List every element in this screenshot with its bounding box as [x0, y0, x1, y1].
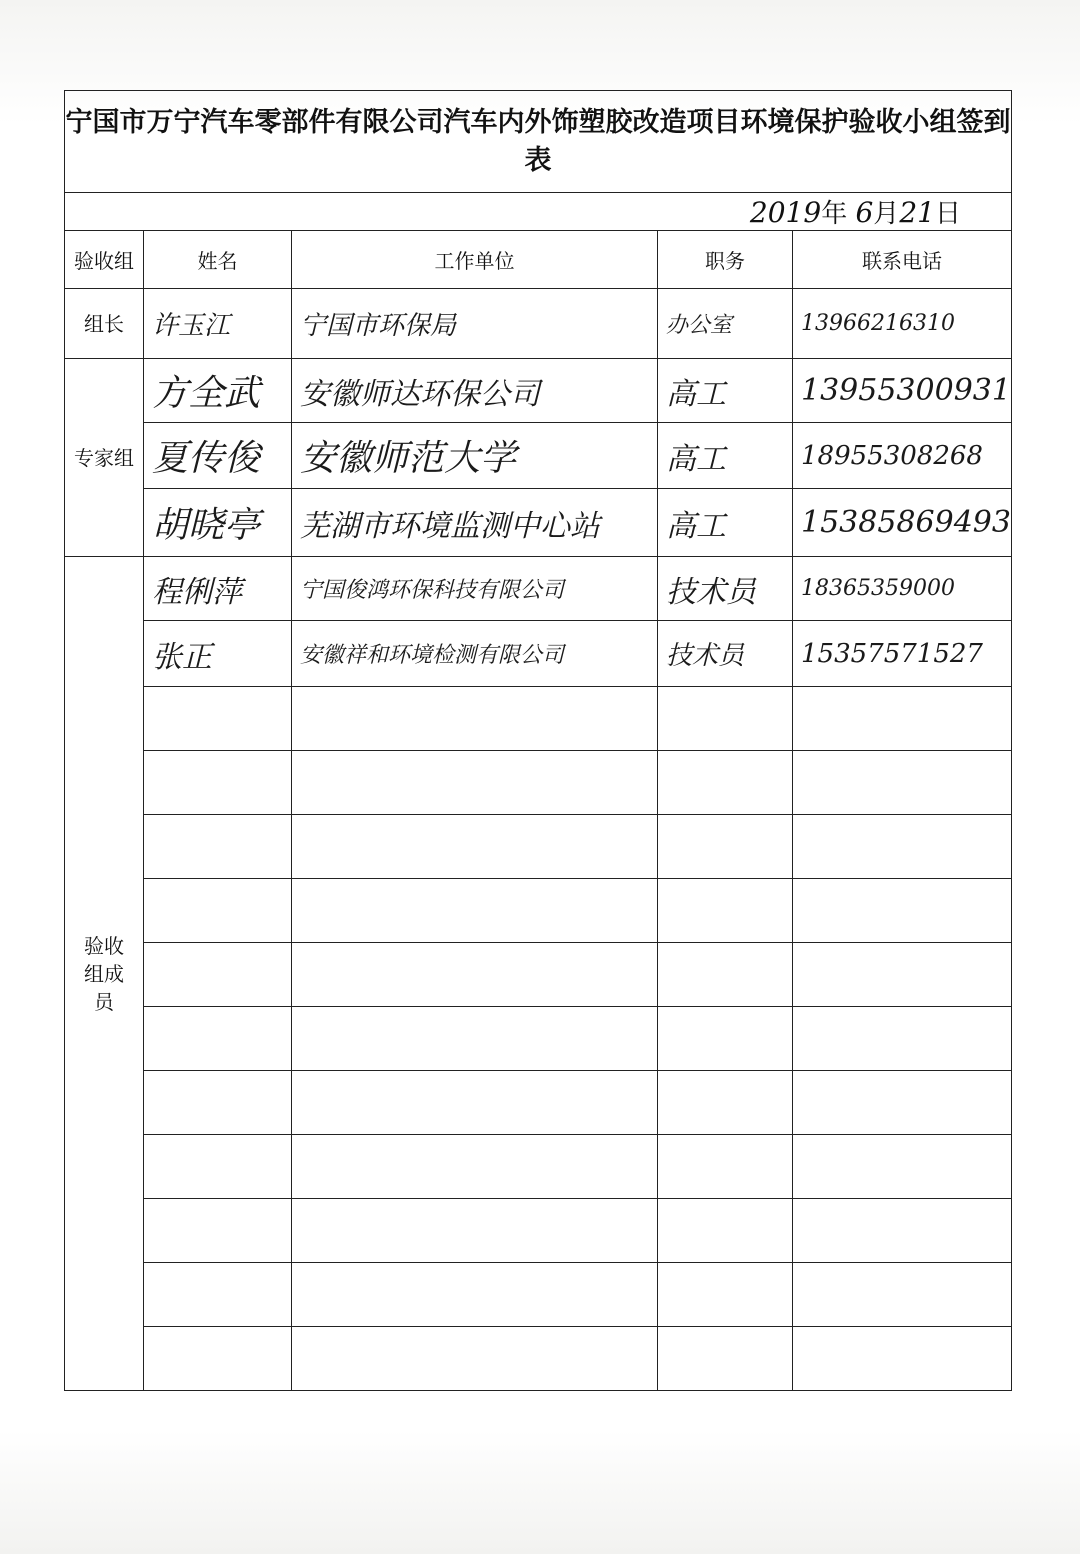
member-2-phone: 15357571527 [793, 621, 1012, 687]
group-leader-label: 组长 [65, 289, 144, 359]
empty-cell [292, 1135, 658, 1199]
leader-phone: 13966216310 [793, 289, 1012, 359]
header-unit: 工作单位 [292, 231, 658, 289]
empty-cell [793, 1007, 1012, 1071]
expert-1-phone: 13955300931 [793, 359, 1012, 423]
empty-cell [793, 1135, 1012, 1199]
date-month: 6 [855, 196, 874, 229]
empty-cell [658, 1007, 793, 1071]
empty-cell [292, 879, 658, 943]
empty-cell [144, 1327, 292, 1391]
table-row [65, 489, 1012, 557]
table-row-empty [65, 1263, 1012, 1327]
empty-cell [144, 943, 292, 1007]
expert-2-phone: 18955308268 [793, 423, 1012, 489]
empty-cell [292, 687, 658, 751]
empty-cell [144, 687, 292, 751]
empty-cell [793, 1327, 1012, 1391]
empty-cell [658, 1071, 793, 1135]
header-group: 验收组 [65, 231, 144, 289]
empty-cell [292, 751, 658, 815]
empty-cell [793, 879, 1012, 943]
table-row-empty [65, 1007, 1012, 1071]
date-year-suffix: 年 [821, 199, 848, 229]
empty-cell [658, 687, 793, 751]
sign-date [65, 193, 1012, 231]
table-row-empty [65, 687, 1012, 751]
empty-cell [292, 1263, 658, 1327]
group-expert-label: 专家组 [65, 359, 144, 557]
empty-cell [658, 815, 793, 879]
header-position: 职务 [658, 231, 793, 289]
table-row-empty [65, 1199, 1012, 1263]
group-member-text: 验收组成员 [84, 933, 124, 1014]
table-row [65, 289, 1012, 359]
member-2-unit: 安徽祥和环境检测有限公司 [292, 621, 658, 687]
member-2-position: 技术员 [658, 621, 793, 687]
expert-3-unit: 芜湖市环境监测中心站 [292, 489, 658, 557]
date-day: 21 [899, 196, 935, 229]
empty-cell [292, 1071, 658, 1135]
empty-cell [292, 943, 658, 1007]
expert-2-name: 夏传俊 [144, 423, 292, 489]
empty-cell [144, 1007, 292, 1071]
expert-3-name: 胡晓亭 [144, 489, 292, 557]
empty-cell [292, 1007, 658, 1071]
table-row-empty [65, 1071, 1012, 1135]
expert-2-unit: 安徽师范大学 [292, 423, 658, 489]
member-1-position: 技术员 [658, 557, 793, 621]
table-row [65, 359, 1012, 423]
header-phone: 联系电话 [793, 231, 1012, 289]
leader-name: 许玉江 [144, 289, 292, 359]
date-year: 2019 [749, 196, 822, 229]
expert-1-position: 高工 [658, 359, 793, 423]
table-row [65, 621, 1012, 687]
table-row [65, 423, 1012, 489]
empty-cell [144, 1071, 292, 1135]
table-row-empty [65, 751, 1012, 815]
leader-unit: 宁国市环保局 [292, 289, 658, 359]
empty-cell [144, 1135, 292, 1199]
expert-3-phone: 15385869493 [793, 489, 1012, 557]
sheet-title: 宁国市万宁汽车零部件有限公司汽车内外饰塑胶改造项目环境保护验收小组签到表 [65, 91, 1012, 193]
empty-cell [292, 1199, 658, 1263]
group-member-label [65, 557, 144, 1391]
member-1-unit: 宁国俊鸿环保科技有限公司 [292, 557, 658, 621]
empty-cell [292, 1327, 658, 1391]
table-row-empty [65, 815, 1012, 879]
empty-cell [658, 943, 793, 1007]
empty-cell [793, 751, 1012, 815]
table-row-empty [65, 1135, 1012, 1199]
empty-cell [658, 879, 793, 943]
table-row [65, 557, 1012, 621]
empty-cell [144, 1263, 292, 1327]
date-day-suffix: 日 [934, 199, 961, 229]
sign-in-table [64, 90, 1012, 1391]
expert-3-position: 高工 [658, 489, 793, 557]
empty-cell [144, 751, 292, 815]
leader-position: 办公室 [658, 289, 793, 359]
member-1-phone: 18365359000 [793, 557, 1012, 621]
empty-cell [793, 1199, 1012, 1263]
empty-cell [144, 1199, 292, 1263]
empty-cell [793, 1071, 1012, 1135]
empty-cell [793, 687, 1012, 751]
empty-cell [292, 815, 658, 879]
table-row-empty [65, 943, 1012, 1007]
header-name: 姓名 [144, 231, 292, 289]
empty-cell [793, 1263, 1012, 1327]
empty-cell [658, 1135, 793, 1199]
expert-1-unit: 安徽师达环保公司 [292, 359, 658, 423]
empty-cell [658, 1263, 793, 1327]
date-month-suffix: 月 [873, 199, 900, 229]
empty-cell [144, 815, 292, 879]
expert-1-name: 方全武 [144, 359, 292, 423]
empty-cell [658, 1327, 793, 1391]
header-row [65, 231, 1012, 289]
member-1-name: 程俐萍 [144, 557, 292, 621]
empty-cell [793, 943, 1012, 1007]
table-row-empty [65, 1327, 1012, 1391]
empty-cell [144, 879, 292, 943]
empty-cell [658, 751, 793, 815]
empty-cell [793, 815, 1012, 879]
table-row-empty [65, 879, 1012, 943]
member-2-name: 张正 [144, 621, 292, 687]
expert-2-position: 高工 [658, 423, 793, 489]
empty-cell [658, 1199, 793, 1263]
